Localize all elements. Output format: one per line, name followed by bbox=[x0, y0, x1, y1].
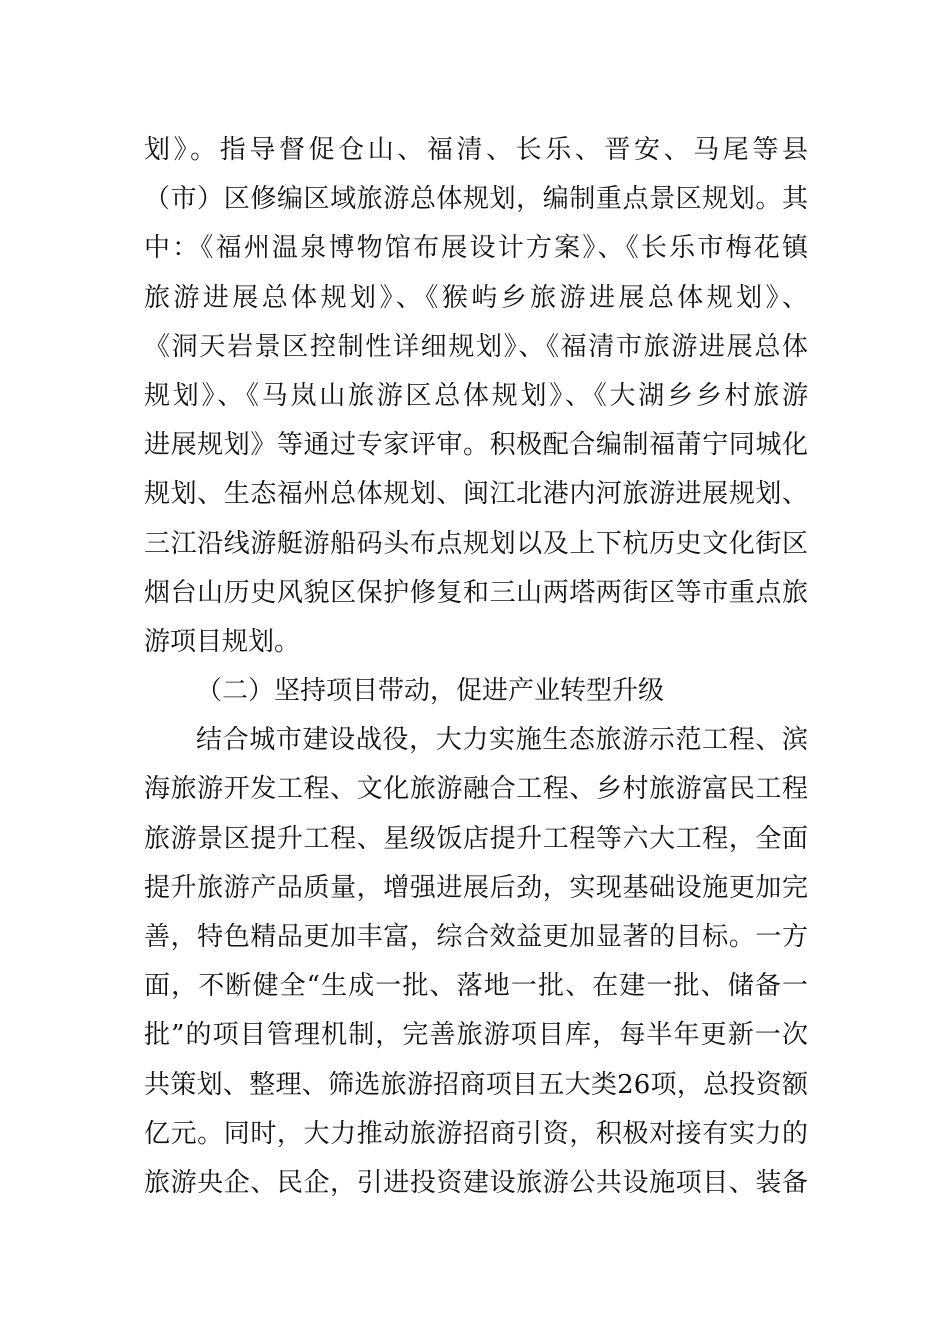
body-text bbox=[144, 126, 808, 1208]
text-line: 海旅游开发工程、文化旅游融合工程、乡村旅游富民工程 bbox=[144, 774, 808, 805]
text-line: 善，特色精品更加丰富，综合效益更加显著的目标。一方 bbox=[144, 922, 808, 952]
text-line: 提升旅游产品质量，增强进展后劲，实现基础设施更加完 bbox=[144, 872, 808, 903]
text-line: 划》。指导督促仓山、福清、长乐、晋安、马尾等县 bbox=[144, 135, 808, 165]
text-line: （市）区修编区域旅游总体规划，编制重点景区规划。其 bbox=[144, 184, 808, 215]
text-line: 旅游景区提升工程、星级饭店提升工程等六大工程，全面 bbox=[144, 823, 808, 854]
text-line: 面，不断健全“生成一批、落地一批、在建一批、储备一 bbox=[144, 971, 808, 1002]
text-line: 旅游央企、民企，引进投资建设旅游公共设施项目、装备 bbox=[144, 1167, 808, 1198]
text-line: 规划》、《马岚山旅游区总体规划》、《大湖乡乡村旅游 bbox=[144, 380, 808, 411]
text-line: 三江沿线游艇游船码头布点规划以及上下杭历史文化街区 bbox=[144, 528, 808, 559]
text-line: 烟台山历史风貌区保护修复和三山两塔两街区等市重点旅 bbox=[144, 577, 808, 608]
text-line: 结合城市建设战役，大力实施生态旅游示范工程、滨 bbox=[196, 725, 808, 756]
text-line: 亿元。同时，大力推动旅游招商引资，积极对接有实力的 bbox=[144, 1118, 808, 1149]
text-line: 游项目规划。 bbox=[144, 626, 301, 657]
text-line: 《洞天岩景区控制性详细规划》、《福清市旅游进展总体 bbox=[144, 331, 808, 362]
text-line: 旅游进展总体规划》、《猴屿乡旅游进展总体规划》、 bbox=[144, 282, 808, 313]
text-line: 进展规划》等通过专家评审。积极配合编制福莆宁同城化 bbox=[144, 430, 808, 461]
text-line: 共策划、整理、筛选旅游招商项目五大类26项，总投资额 bbox=[144, 1069, 808, 1100]
section-heading: （二）坚持项目带动，促进产业转型升级 bbox=[196, 676, 665, 707]
text-line: 中：《福州温泉博物馆布展设计方案》、《长乐市梅花镇 bbox=[144, 233, 808, 264]
text-line: 规划、生态福州总体规划、闽江北港内河旅游进展规划、 bbox=[144, 479, 808, 510]
text-line: 批”的项目管理机制，完善旅游项目库，每半年更新一次 bbox=[144, 1020, 808, 1051]
